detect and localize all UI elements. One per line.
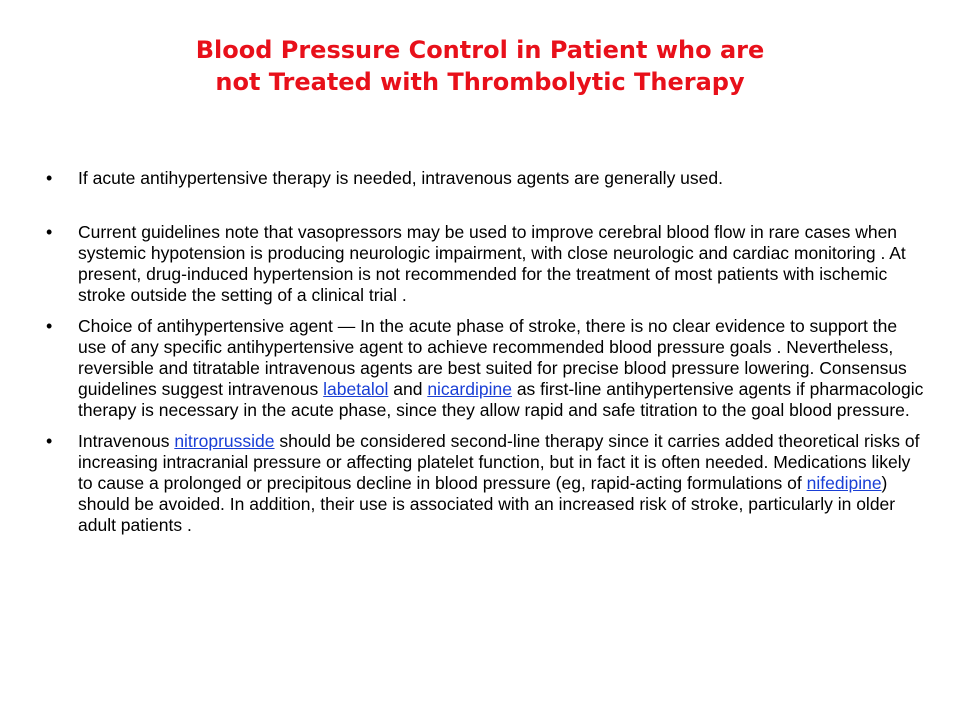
bullet-dot-icon: • — [46, 168, 53, 188]
bullet-dot-icon: • — [46, 222, 53, 242]
bullet-text-part: and — [388, 379, 428, 399]
link-nicardipine[interactable]: nicardipine — [427, 379, 512, 399]
link-nifedipine[interactable]: nifedipine — [806, 473, 882, 493]
bullet-text: If acute antihypertensive therapy is needed, intravenous agents are generally used. — [78, 168, 723, 188]
slide-title-line-1: Blood Pressure Control in Patient who are — [195, 36, 765, 64]
bullet-text-part: as first-line antihypertensive agents if pharmacologic therapy is necessary in the acute phase, since they allow rapid and safe titration to the goal blood pressure. — [78, 379, 924, 420]
bullet-text-part: ) should be avoided. In addition, their use is associated with an increased risk of stroke, particularly in older adult patients . — [78, 473, 896, 535]
bullet-dot-icon: • — [46, 316, 53, 336]
slide-title — [80, 34, 880, 98]
bullet-item-3 — [46, 316, 928, 421]
bullet-text-part: Choice of antihypertensive agent — In the acute phase of stroke, there is no clear evidence to support the use of any specific antihypertensive agent to achieve recommended blood pressure goals . Nevertheless, reversible and titratable intravenous agents are best suited for precise blood pressure lowering. Consensus guidelines suggest intravenous — [78, 316, 907, 399]
bullet-text-part: should be considered second-line therapy since it carries added theoretical risks of increasing intracranial pressure or affecting platelet function, but in fact it is often needed. Medications likely to cause a prolonged or precipitous decline in blood pressure (eg, rapid-acting formulations of — [78, 431, 920, 493]
bullet-text: Current guidelines note that vasopressors may be used to improve cerebral blood flow in rare cases when systemic hypotension is producing neurologic impairment, with close neurologic and cardiac monitoring . At present, drug-induced hypertension is not recommended for the treatment of most patients with ischemic stroke outside the setting of a clinical trial . — [78, 222, 906, 305]
bullet-item-4 — [46, 431, 928, 536]
bullet-list — [46, 168, 928, 546]
bullet-text-part: Intravenous — [78, 431, 175, 451]
bullet-dot-icon: • — [46, 431, 53, 451]
link-nitroprusside[interactable]: nitroprusside — [174, 431, 275, 451]
slide-title-line-2: not Treated with Thrombolytic Therapy — [215, 68, 745, 96]
link-labetalol[interactable]: labetalol — [323, 379, 389, 399]
bullet-item-2 — [46, 222, 928, 306]
bullet-item-1 — [46, 168, 928, 189]
